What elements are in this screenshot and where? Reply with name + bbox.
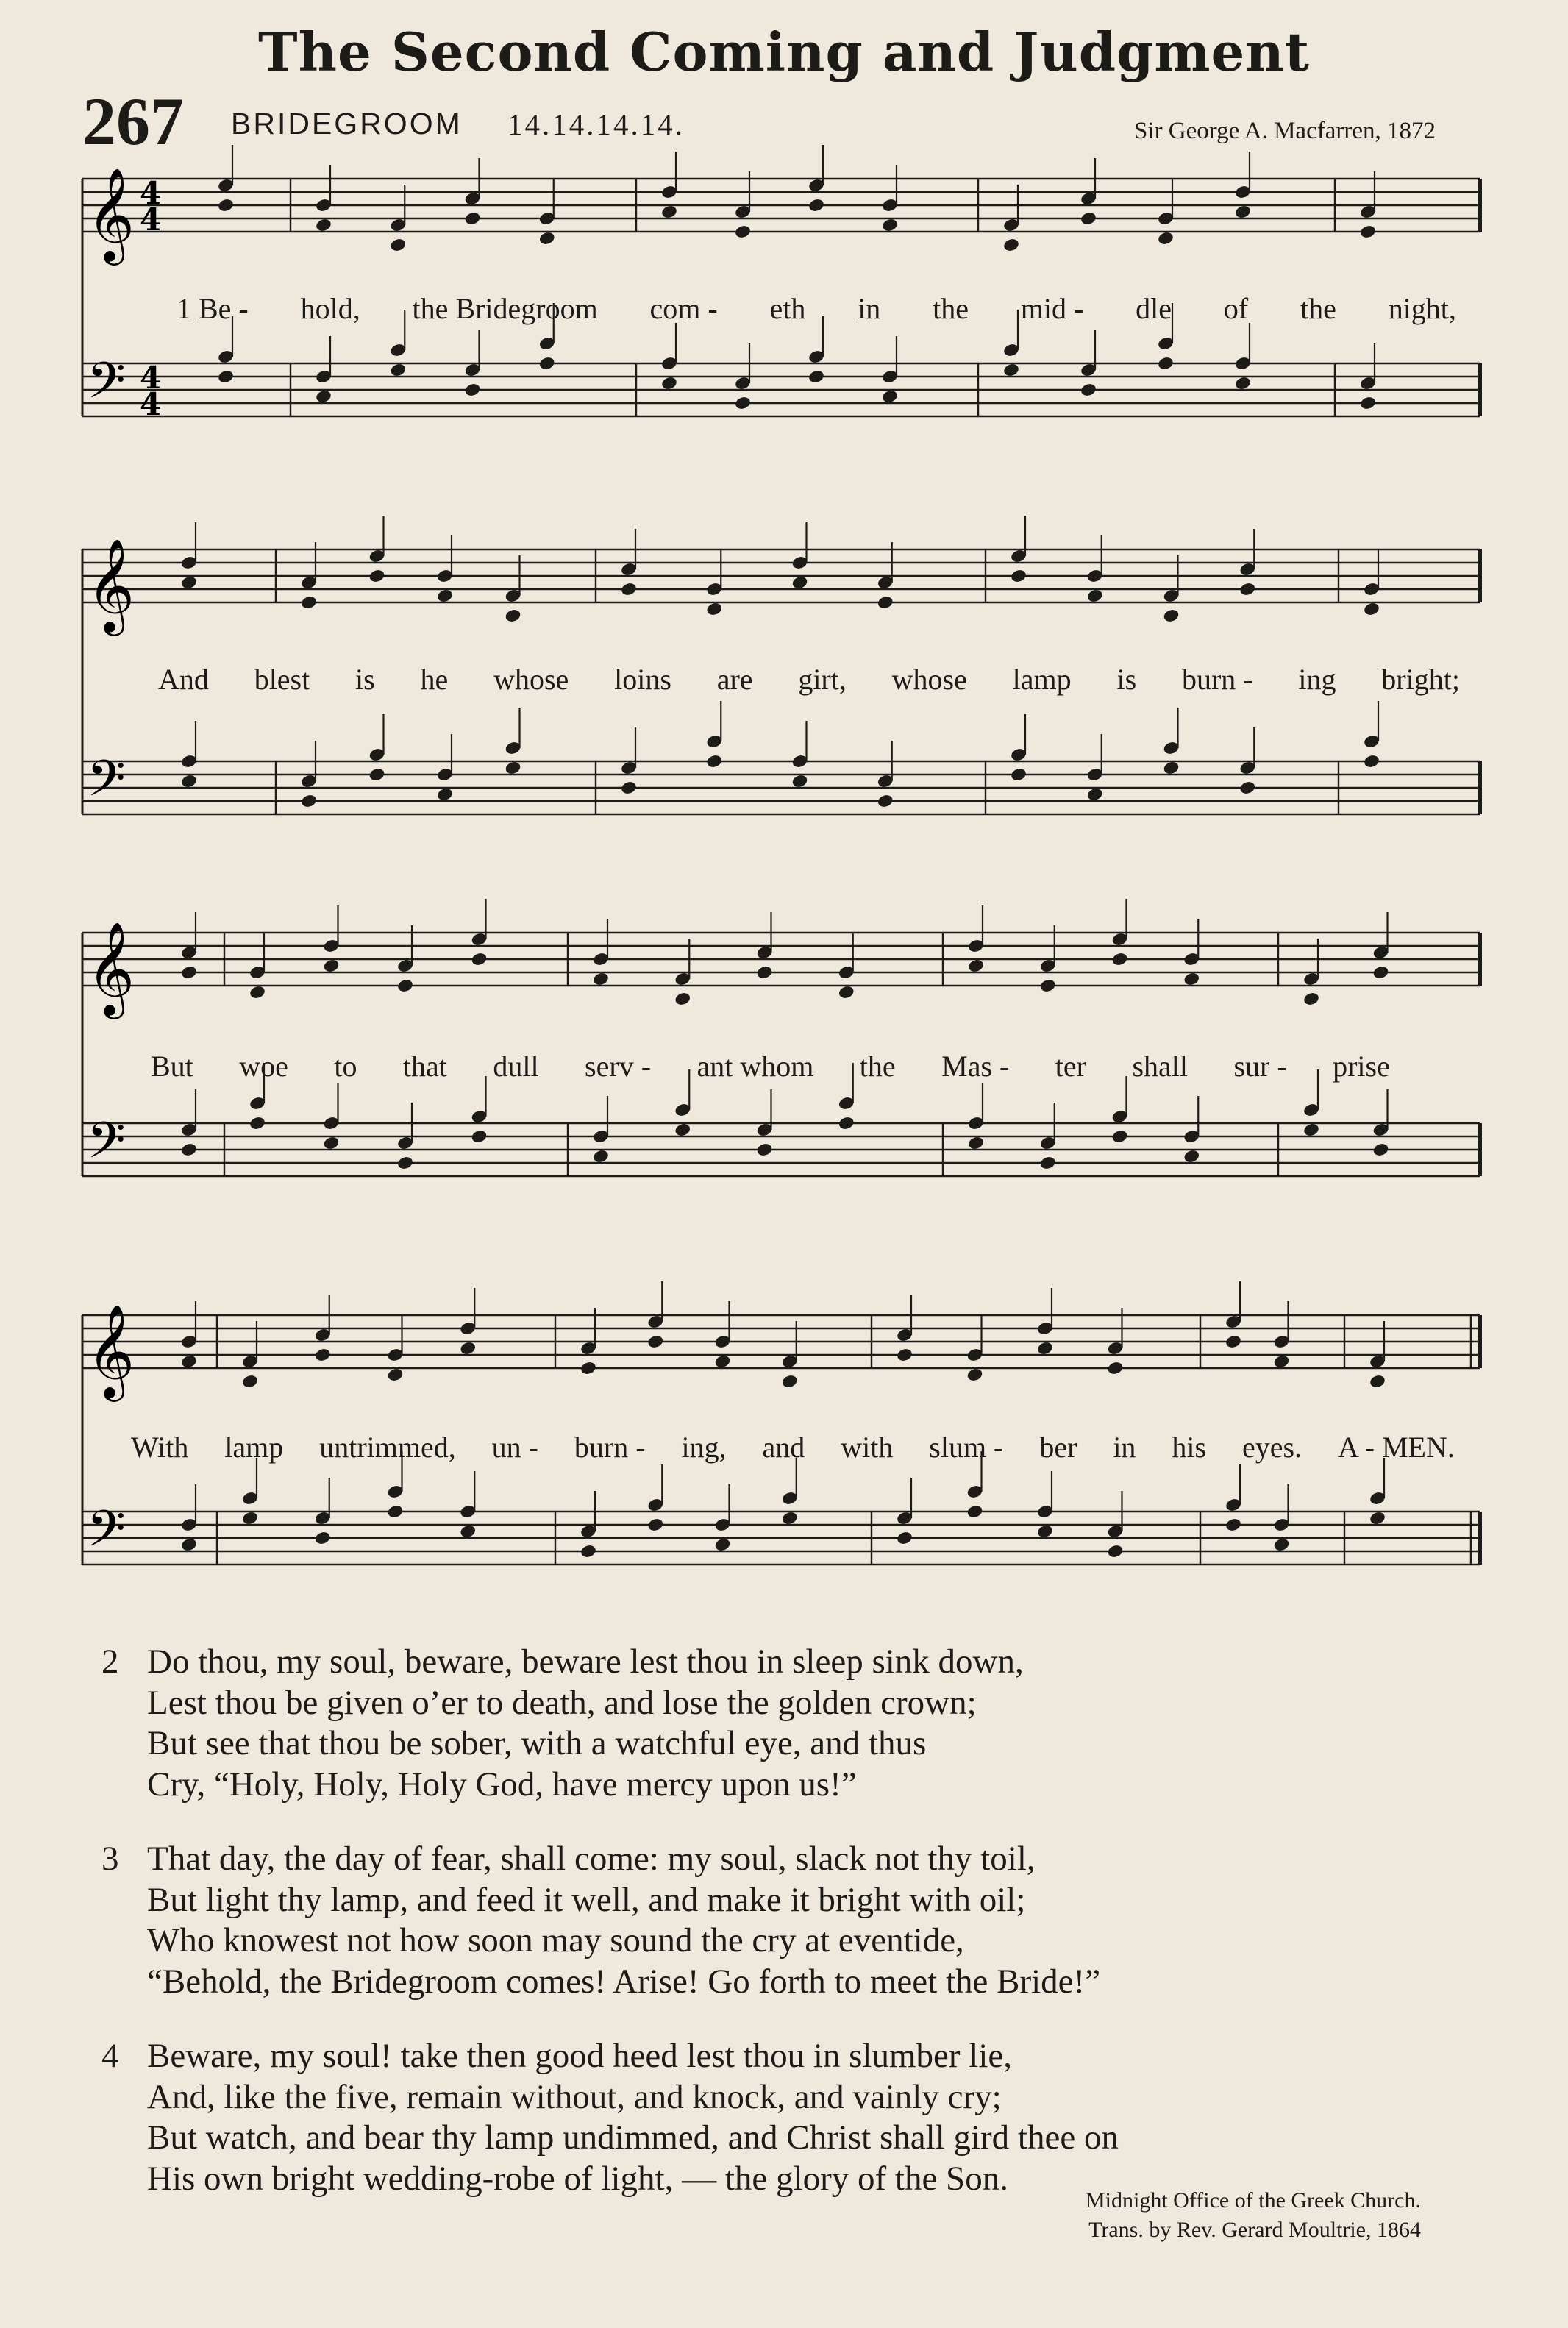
notehead [967, 1136, 985, 1151]
notehead [646, 1517, 664, 1533]
notehead [314, 1531, 332, 1546]
lyric-syllable: loins [614, 663, 671, 696]
lyric-syllable: eth [769, 292, 806, 325]
notehead [249, 985, 266, 1000]
notehead [896, 1531, 913, 1546]
notehead [436, 588, 454, 604]
lyric-syllable: With [131, 1431, 189, 1464]
notehead [180, 1142, 198, 1158]
notehead [471, 952, 488, 967]
lyric-syllable: woe [239, 1050, 288, 1083]
notehead [756, 1142, 774, 1158]
verse-line: But light thy lamp, and feed it well, and make it bright with oil; [147, 1880, 1026, 1919]
notehead [180, 575, 198, 591]
bass-staff [82, 1512, 1480, 1565]
notehead [505, 761, 522, 776]
lyric-syllable: is [355, 663, 375, 696]
lyric-syllable: prise [1333, 1050, 1390, 1083]
notehead [1080, 382, 1097, 398]
verse-line: But watch, and bear thy lamp undimmed, and Christ shall gird thee on [147, 2118, 1119, 2157]
lyric-syllable: But [151, 1050, 193, 1083]
verse-line: Who knowest not how soon may sound the cry at eventide, [147, 1921, 964, 1959]
lyric-syllable: eyes. [1241, 1431, 1302, 1464]
verse-number: 2 [101, 1642, 119, 1681]
verse-number: 4 [101, 2037, 119, 2075]
notehead [1036, 1341, 1054, 1356]
notehead [1372, 1142, 1390, 1158]
lyric-syllable: ing, [681, 1431, 727, 1464]
notehead [300, 595, 318, 611]
lyric-syllable: the [859, 1050, 896, 1083]
notehead [580, 1361, 597, 1376]
notehead [1111, 1129, 1129, 1145]
notehead [838, 985, 855, 1000]
notehead [217, 369, 235, 385]
notehead [464, 382, 482, 398]
notehead [459, 1524, 477, 1539]
notehead [1369, 1511, 1386, 1526]
notehead [881, 389, 899, 405]
lyric-syllable: com - [649, 292, 718, 325]
notehead [1036, 1524, 1054, 1539]
notehead [646, 1334, 664, 1350]
notehead [838, 1116, 855, 1131]
notehead [389, 238, 407, 253]
lyric-syllable: lamp [1012, 663, 1072, 696]
notehead [1080, 211, 1097, 227]
verse-line: “Behold, the Bridegroom comes! Arise! Go forth to meet the Bride!” [147, 1962, 1101, 2001]
verse-4 [103, 2036, 1119, 2199]
meter: 14.14.14.14. [507, 107, 685, 141]
notehead [714, 1354, 732, 1370]
notehead [368, 569, 386, 584]
notehead [1086, 588, 1104, 604]
music-system [0, 527, 1568, 880]
bass-staff [82, 363, 1480, 416]
notehead [877, 595, 894, 611]
verse-2 [103, 1642, 1024, 1805]
bass-clef-icon: 𝄢 [87, 750, 126, 820]
notehead [241, 1374, 259, 1389]
notehead [756, 965, 774, 980]
time-signature-bottom: 4 [140, 202, 162, 238]
notehead [620, 582, 638, 597]
notes [217, 145, 1377, 410]
tune-name: BRIDEGROOM [231, 107, 463, 140]
notehead [387, 1367, 405, 1383]
lyric-syllable: girt, [798, 663, 847, 696]
lyric-syllable: and [762, 1431, 805, 1464]
notehead [1010, 767, 1027, 783]
lyric-syllable: whose [891, 663, 967, 696]
notehead [734, 396, 752, 411]
notehead [967, 958, 985, 974]
notehead [781, 1374, 799, 1389]
lyric-syllable: to [334, 1050, 357, 1083]
lyric-line [158, 662, 1460, 697]
notehead [881, 218, 899, 233]
notes [180, 899, 1389, 1170]
verse-line: Cry, “Holy, Holy, Holy God, have mercy upon us!” [147, 1765, 857, 1804]
notehead [1363, 602, 1380, 617]
notehead [180, 965, 198, 980]
notehead [660, 376, 678, 391]
verse-number: 3 [101, 1840, 119, 1878]
lyric-syllable: the [1300, 292, 1336, 325]
section-title: The Second Coming and Judgment [258, 21, 1310, 83]
notehead [180, 774, 198, 789]
verse-line: But see that thou be sober, with a watchful eye, and thus [147, 1724, 927, 1762]
lyric-syllable: burn - [574, 1431, 646, 1464]
notehead [808, 198, 825, 213]
notehead [877, 794, 894, 809]
translator-credit: Trans. by Rev. Gerard Moultrie, 1864 [1088, 2218, 1421, 2242]
lyric-syllable: bright; [1381, 663, 1460, 696]
notehead [705, 754, 723, 769]
lyric-line [151, 1049, 1390, 1083]
lyric-syllable: dle [1136, 292, 1172, 325]
notehead [315, 389, 332, 405]
hymn-number: 267 [82, 84, 184, 159]
lyric-syllable: mid - [1020, 292, 1084, 325]
notehead [620, 780, 638, 796]
treble-clef-icon: 𝄞 [87, 921, 135, 1015]
notehead [1273, 1354, 1291, 1370]
notes [180, 1281, 1386, 1559]
notehead [714, 1537, 732, 1553]
notehead [323, 1136, 341, 1151]
notehead [1234, 204, 1252, 220]
notehead [705, 602, 723, 617]
notehead [674, 1122, 691, 1138]
notehead [1163, 761, 1180, 776]
notehead [1002, 363, 1020, 378]
lyric-syllable: are [716, 663, 753, 696]
notehead [387, 1504, 405, 1520]
lyric-syllable: burn - [1181, 663, 1253, 696]
notehead [1157, 356, 1175, 371]
notehead [1111, 952, 1129, 967]
notehead [323, 958, 341, 974]
notehead [1183, 972, 1200, 987]
lyric-syllable: sur - [1233, 1050, 1287, 1083]
notehead [180, 1537, 198, 1553]
time-signature-top: 4 [140, 175, 162, 211]
lyric-syllable: of [1223, 292, 1249, 325]
notehead [1302, 992, 1320, 1007]
notehead [592, 972, 610, 987]
lyric-syllable: slum - [929, 1431, 1004, 1464]
notehead [538, 356, 556, 371]
bass-staff [82, 1123, 1480, 1176]
notehead [1369, 1374, 1386, 1389]
notehead [1039, 1156, 1057, 1171]
notehead [1183, 1149, 1200, 1164]
treble-staff [82, 1315, 1480, 1368]
notehead [538, 231, 556, 246]
text-source: Midnight Office of the Greek Church. [1086, 2188, 1421, 2213]
notehead [896, 1348, 913, 1363]
notehead [1107, 1361, 1125, 1376]
notehead [1163, 608, 1180, 624]
verse-line: His own bright wedding-robe of light, — the glory of the Son. [147, 2159, 1008, 2198]
lyric-syllable: 1 Be - [177, 292, 249, 325]
lyric-syllable: is [1116, 663, 1137, 696]
verse-line: And, like the five, remain without, and knock, and vainly cry; [147, 2077, 1002, 2116]
notehead [791, 575, 809, 591]
lyric-syllable: And [158, 663, 209, 696]
notehead [1010, 569, 1027, 584]
treble-clef-icon: 𝄞 [87, 538, 135, 632]
lyric-line [177, 291, 1456, 326]
notehead [1107, 1544, 1125, 1559]
notehead [791, 774, 809, 789]
notehead [1002, 238, 1020, 253]
notehead [966, 1367, 984, 1383]
lyric-syllable: Mas - [941, 1050, 1010, 1083]
notehead [1273, 1537, 1291, 1553]
notehead [368, 767, 386, 783]
treble-staff [82, 933, 1480, 986]
lyric-syllable: blest [254, 663, 310, 696]
notehead [436, 787, 454, 802]
lyric-syllable: his [1172, 1431, 1207, 1464]
notehead [314, 1348, 332, 1363]
lyric-syllable: in [1113, 1431, 1136, 1464]
notehead [592, 1149, 610, 1164]
notehead [1086, 787, 1104, 802]
notehead [249, 1116, 266, 1131]
lyric-syllable: ant whom [696, 1050, 814, 1083]
lyric-syllable: ber [1039, 1431, 1077, 1464]
notehead [1225, 1517, 1242, 1533]
notehead [966, 1504, 984, 1520]
lyric-syllable: dull [493, 1050, 539, 1083]
lyric-syllable: ter [1055, 1050, 1086, 1083]
lyric-syllable: untrimmed, [319, 1431, 456, 1464]
lyric-syllable: un - [491, 1431, 538, 1464]
notehead [459, 1341, 477, 1356]
verse-line: That day, the day of fear, shall come: my soul, slack not thy toil, [147, 1840, 1036, 1878]
treble-staff [82, 549, 1480, 602]
composer-credit: Sir George A. Macfarren, 1872 [1134, 118, 1436, 144]
credits [1086, 2186, 1421, 2245]
verse-line: Lest thou be given o’er to death, and lose the golden crown; [147, 1683, 977, 1722]
lyric-syllable: night, [1388, 292, 1456, 325]
notehead [505, 608, 522, 624]
notehead [241, 1511, 259, 1526]
notehead [580, 1544, 597, 1559]
notehead [300, 794, 318, 809]
treble-clef-icon: 𝄞 [87, 1303, 135, 1398]
notehead [396, 978, 414, 994]
notehead [396, 1156, 414, 1171]
notehead [389, 363, 407, 378]
notehead [217, 198, 235, 213]
lyric-syllable: with [841, 1431, 894, 1464]
notehead [1302, 1122, 1320, 1138]
bass-clef-icon: 𝄢 [87, 352, 126, 422]
lyric-syllable: the [933, 292, 969, 325]
treble-clef-icon: 𝄞 [87, 167, 135, 261]
notehead [180, 1354, 198, 1370]
lyric-syllable: ing [1298, 663, 1336, 696]
bass-clef-icon: 𝄢 [87, 1501, 126, 1570]
notehead [1157, 231, 1175, 246]
lyric-syllable: shall [1132, 1050, 1188, 1083]
notehead [734, 224, 752, 240]
notehead [1039, 978, 1057, 994]
notehead [808, 369, 825, 385]
verse-line: Do thou, my soul, beware, beware lest thou in sleep sink down, [147, 1642, 1024, 1681]
lyric-syllable: that [402, 1050, 447, 1083]
time-signature-bottom: 4 [140, 386, 162, 422]
lyric-syllable: serv - [585, 1050, 652, 1083]
lyric-syllable: he [420, 663, 449, 696]
lyric-syllable: the Bridegroom [412, 292, 598, 325]
bass-clef-icon: 𝄢 [87, 1112, 126, 1182]
notehead [1359, 396, 1377, 411]
time-signature-top: 4 [140, 360, 162, 396]
bass-staff [82, 761, 1480, 814]
lyric-line [131, 1430, 1455, 1464]
notehead [781, 1511, 799, 1526]
notehead [674, 992, 691, 1007]
notehead [1225, 1334, 1242, 1350]
notehead [464, 211, 482, 227]
treble-staff [82, 179, 1480, 232]
lyric-syllable: in [858, 292, 881, 325]
lyric-syllable: A - MEN. [1337, 1431, 1455, 1464]
verse-line: Beware, my soul! take then good heed lest thou in slumber lie, [147, 2037, 1013, 2075]
lyric-syllable: hold, [300, 292, 360, 325]
verse-3 [103, 1839, 1100, 2002]
notehead [1359, 224, 1377, 240]
notehead [660, 204, 678, 220]
notehead [471, 1129, 488, 1145]
notehead [315, 218, 332, 233]
notehead [1239, 582, 1256, 597]
notehead [1372, 965, 1390, 980]
notehead [1234, 376, 1252, 391]
lyric-syllable: whose [493, 663, 569, 696]
notehead [1363, 754, 1380, 769]
notehead [1239, 780, 1256, 796]
lyric-syllable: lamp [224, 1431, 284, 1464]
